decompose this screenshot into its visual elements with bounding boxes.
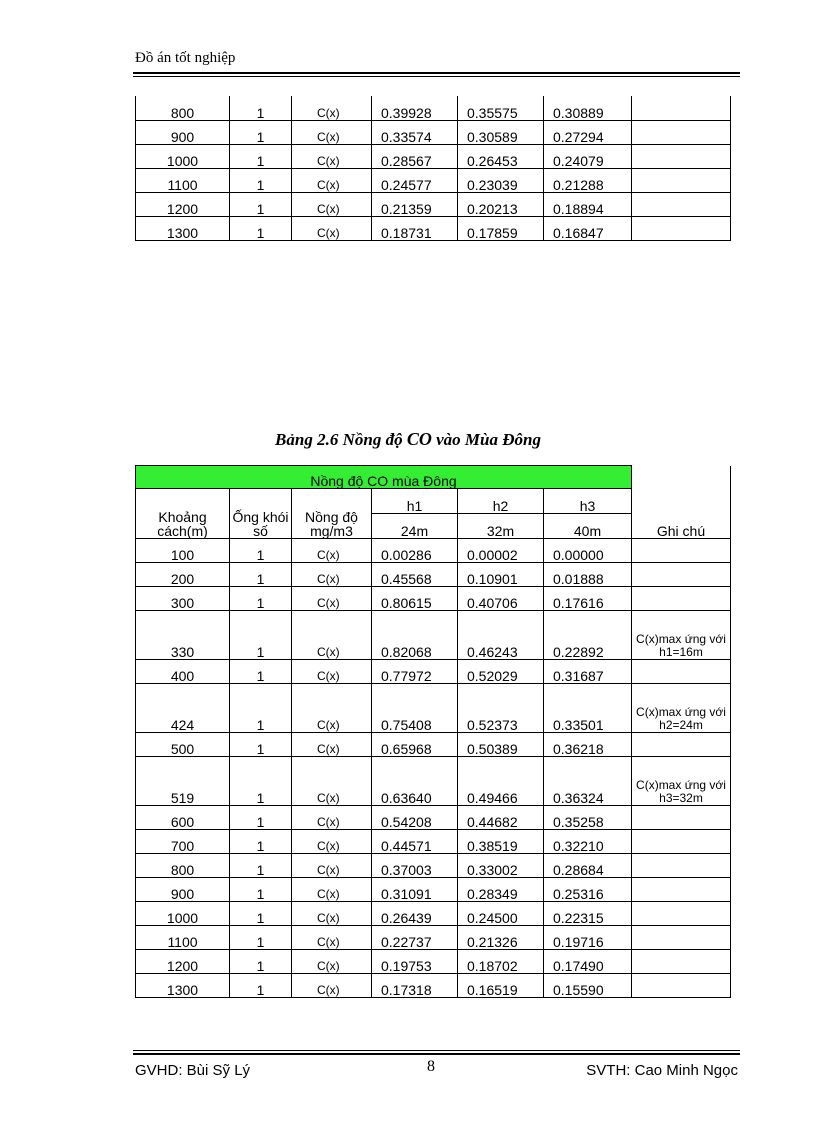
header-stack: Ống khói số <box>230 489 292 539</box>
footer-rule-thick <box>133 1053 740 1055</box>
stack-cell: 1 <box>230 168 292 192</box>
conc-cell: C(x) <box>292 902 372 926</box>
page-number: 8 <box>427 1058 435 1075</box>
h3-cell: 0.18894 <box>544 192 632 216</box>
h1-cell: 0.17318 <box>372 974 458 998</box>
h2-cell: 0.20213 <box>458 192 544 216</box>
conc-cell: C(x) <box>292 660 372 684</box>
table-row <box>136 950 731 974</box>
note-cell <box>632 563 731 587</box>
distance-cell: 800 <box>136 96 230 120</box>
distance-cell: 1200 <box>136 192 230 216</box>
footer-student: SVTH: Cao Minh Ngọc <box>586 1062 738 1079</box>
h1-cell: 0.19753 <box>372 950 458 974</box>
h1-cell: 0.24577 <box>372 168 458 192</box>
conc-cell: C(x) <box>292 168 372 192</box>
note-cell <box>632 120 731 144</box>
h1-cell: 0.21359 <box>372 192 458 216</box>
h2-cell: 0.52029 <box>458 660 544 684</box>
conc-cell: C(x) <box>292 587 372 611</box>
header-h3-value: 40m <box>544 514 632 539</box>
conc-cell: C(x) <box>292 611 372 660</box>
h1-cell: 0.31091 <box>372 878 458 902</box>
note-cell <box>632 168 731 192</box>
h3-cell: 0.16847 <box>544 216 632 240</box>
conc-cell: C(x) <box>292 563 372 587</box>
h3-cell: 0.15590 <box>544 974 632 998</box>
stack-cell: 1 <box>230 926 292 950</box>
h3-cell: 0.01888 <box>544 563 632 587</box>
conc-cell: C(x) <box>292 830 372 854</box>
conc-cell: C(x) <box>292 950 372 974</box>
h2-cell: 0.21326 <box>458 926 544 950</box>
stack-cell: 1 <box>230 192 292 216</box>
h3-cell: 0.25316 <box>544 878 632 902</box>
note-cell <box>632 902 731 926</box>
h1-cell: 0.82068 <box>372 611 458 660</box>
h2-cell: 0.23039 <box>458 168 544 192</box>
conc-cell: C(x) <box>292 733 372 757</box>
h3-cell: 0.27294 <box>544 120 632 144</box>
h3-cell: 0.22315 <box>544 902 632 926</box>
caption-prefix: Bảng 2.6 Nồng độ <box>275 430 407 449</box>
stack-cell: 1 <box>230 563 292 587</box>
distance-cell: 200 <box>136 563 230 587</box>
distance-cell: 600 <box>136 806 230 830</box>
distance-cell: 300 <box>136 587 230 611</box>
conc-cell: C(x) <box>292 926 372 950</box>
header-rule-thick <box>133 72 740 74</box>
h3-cell: 0.17490 <box>544 950 632 974</box>
note-cell: C(x)max ứng với h2=24m <box>632 684 731 733</box>
conc-cell: C(x) <box>292 216 372 240</box>
table-row <box>136 120 731 144</box>
h3-cell: 0.28684 <box>544 854 632 878</box>
conc-cell: C(x) <box>292 96 372 120</box>
table-row <box>136 974 731 998</box>
h3-cell: 0.32210 <box>544 830 632 854</box>
stack-cell: 1 <box>230 587 292 611</box>
h2-cell: 0.40706 <box>458 587 544 611</box>
h2-cell: 0.10901 <box>458 563 544 587</box>
stack-cell: 1 <box>230 806 292 830</box>
h3-cell: 0.17616 <box>544 587 632 611</box>
stack-cell: 1 <box>230 878 292 902</box>
h3-cell: 0.24079 <box>544 144 632 168</box>
note-cell: C(x)max ứng với h1=16m <box>632 611 731 660</box>
note-cell <box>632 96 731 120</box>
stack-cell: 1 <box>230 96 292 120</box>
h1-cell: 0.44571 <box>372 830 458 854</box>
table-row <box>136 733 731 757</box>
distance-cell: 1300 <box>136 974 230 998</box>
h2-cell: 0.38519 <box>458 830 544 854</box>
h2-cell: 0.16519 <box>458 974 544 998</box>
h1-cell: 0.77972 <box>372 660 458 684</box>
note-cell <box>632 854 731 878</box>
header-h1-value: 24m <box>372 514 458 539</box>
distance-cell: 330 <box>136 611 230 660</box>
note-cell <box>632 878 731 902</box>
h1-cell: 0.45568 <box>372 563 458 587</box>
h2-cell: 0.49466 <box>458 757 544 806</box>
h2-cell: 0.44682 <box>458 806 544 830</box>
distance-cell: 100 <box>136 539 230 563</box>
distance-cell: 1000 <box>136 902 230 926</box>
table-row <box>136 216 731 240</box>
caption-co: CO <box>406 429 432 449</box>
h2-cell: 0.28349 <box>458 878 544 902</box>
conc-cell: C(x) <box>292 854 372 878</box>
distance-cell: 900 <box>136 878 230 902</box>
stack-cell: 1 <box>230 757 292 806</box>
h1-cell: 0.54208 <box>372 806 458 830</box>
h3-cell: 0.35258 <box>544 806 632 830</box>
stack-cell: 1 <box>230 539 292 563</box>
h1-cell: 0.80615 <box>372 587 458 611</box>
stack-cell: 1 <box>230 902 292 926</box>
stack-cell: 1 <box>230 733 292 757</box>
header-distance: Khoảng cách(m) <box>136 489 230 539</box>
h2-cell: 0.50389 <box>458 733 544 757</box>
note-cell <box>632 587 731 611</box>
distance-cell: 800 <box>136 854 230 878</box>
distance-cell: 900 <box>136 120 230 144</box>
h2-cell: 0.46243 <box>458 611 544 660</box>
winter-co-table <box>135 465 731 998</box>
h1-cell: 0.39928 <box>372 96 458 120</box>
header-rule-thin <box>133 76 740 77</box>
distance-cell: 424 <box>136 684 230 733</box>
stack-cell: 1 <box>230 611 292 660</box>
h2-cell: 0.30589 <box>458 120 544 144</box>
distance-cell: 700 <box>136 830 230 854</box>
h3-cell: 0.31687 <box>544 660 632 684</box>
table-row <box>136 144 731 168</box>
h3-cell: 0.30889 <box>544 96 632 120</box>
h1-cell: 0.18731 <box>372 216 458 240</box>
header-concentration: Nồng độ mg/m3 <box>292 489 372 539</box>
table-row <box>136 902 731 926</box>
table-banner: Nồng độ CO mùa Đông <box>136 466 632 489</box>
footer-supervisor: GVHD: Bùi Sỹ Lý <box>135 1062 251 1079</box>
distance-cell: 400 <box>136 660 230 684</box>
note-cell <box>632 830 731 854</box>
note-cell <box>632 660 731 684</box>
h3-cell: 0.36218 <box>544 733 632 757</box>
stack-cell: 1 <box>230 854 292 878</box>
conc-cell: C(x) <box>292 974 372 998</box>
table-caption <box>0 429 816 450</box>
stack-cell: 1 <box>230 120 292 144</box>
table-row <box>136 96 731 120</box>
conc-cell: C(x) <box>292 539 372 563</box>
h1-cell: 0.22737 <box>372 926 458 950</box>
conc-cell: C(x) <box>292 757 372 806</box>
note-cell <box>632 539 731 563</box>
table-row <box>136 168 731 192</box>
distance-cell: 519 <box>136 757 230 806</box>
table-row <box>136 660 731 684</box>
table-row <box>136 830 731 854</box>
stack-cell: 1 <box>230 660 292 684</box>
table-row <box>136 611 731 660</box>
distance-cell: 1200 <box>136 950 230 974</box>
table-row <box>136 192 731 216</box>
distance-cell: 1000 <box>136 144 230 168</box>
stack-cell: 1 <box>230 684 292 733</box>
table-row <box>136 684 731 733</box>
note-cell: C(x)max ứng với h3=32m <box>632 757 731 806</box>
h3-cell: 0.00000 <box>544 539 632 563</box>
h2-cell: 0.17859 <box>458 216 544 240</box>
h2-cell: 0.35575 <box>458 96 544 120</box>
header-title: Đồ án tốt nghiệp <box>135 50 236 66</box>
h3-cell: 0.36324 <box>544 757 632 806</box>
conc-cell: C(x) <box>292 144 372 168</box>
h2-cell: 0.00002 <box>458 539 544 563</box>
h1-cell: 0.26439 <box>372 902 458 926</box>
table-banner-row <box>136 466 731 489</box>
note-cell <box>632 144 731 168</box>
h1-cell: 0.63640 <box>372 757 458 806</box>
h2-cell: 0.52373 <box>458 684 544 733</box>
h3-cell: 0.21288 <box>544 168 632 192</box>
header-note: Ghi chú <box>632 489 731 539</box>
conc-cell: C(x) <box>292 806 372 830</box>
h1-cell: 0.00286 <box>372 539 458 563</box>
h3-cell: 0.33501 <box>544 684 632 733</box>
table-row <box>136 854 731 878</box>
conc-cell: C(x) <box>292 878 372 902</box>
h1-cell: 0.75408 <box>372 684 458 733</box>
table-row <box>136 926 731 950</box>
table-row <box>136 878 731 902</box>
continued-table <box>135 96 731 241</box>
stack-cell: 1 <box>230 950 292 974</box>
table-row <box>136 587 731 611</box>
h2-cell: 0.33002 <box>458 854 544 878</box>
note-cell <box>632 974 731 998</box>
header-h2-value: 32m <box>458 514 544 539</box>
note-cell <box>632 733 731 757</box>
h1-cell: 0.65968 <box>372 733 458 757</box>
header-h3: h3 <box>544 489 632 514</box>
caption-suffix: vào Mùa Đông <box>431 430 541 449</box>
note-cell <box>632 926 731 950</box>
table-row <box>136 757 731 806</box>
table-row <box>136 539 731 563</box>
stack-cell: 1 <box>230 144 292 168</box>
conc-cell: C(x) <box>292 192 372 216</box>
h2-cell: 0.26453 <box>458 144 544 168</box>
note-cell <box>632 192 731 216</box>
h2-cell: 0.18702 <box>458 950 544 974</box>
footer-rule-thin <box>133 1050 740 1051</box>
h1-cell: 0.33574 <box>372 120 458 144</box>
distance-cell: 1100 <box>136 168 230 192</box>
table-row <box>136 563 731 587</box>
note-cell <box>632 806 731 830</box>
note-cell <box>632 216 731 240</box>
distance-cell: 1100 <box>136 926 230 950</box>
h2-cell: 0.24500 <box>458 902 544 926</box>
table-row <box>136 806 731 830</box>
conc-cell: C(x) <box>292 684 372 733</box>
distance-cell: 500 <box>136 733 230 757</box>
stack-cell: 1 <box>230 216 292 240</box>
conc-cell: C(x) <box>292 120 372 144</box>
header-h1: h1 <box>372 489 458 514</box>
header-row-1 <box>136 489 731 514</box>
header-h2: h2 <box>458 489 544 514</box>
stack-cell: 1 <box>230 974 292 998</box>
h1-cell: 0.28567 <box>372 144 458 168</box>
distance-cell: 1300 <box>136 216 230 240</box>
h3-cell: 0.19716 <box>544 926 632 950</box>
h3-cell: 0.22892 <box>544 611 632 660</box>
note-cell <box>632 950 731 974</box>
stack-cell: 1 <box>230 830 292 854</box>
h1-cell: 0.37003 <box>372 854 458 878</box>
